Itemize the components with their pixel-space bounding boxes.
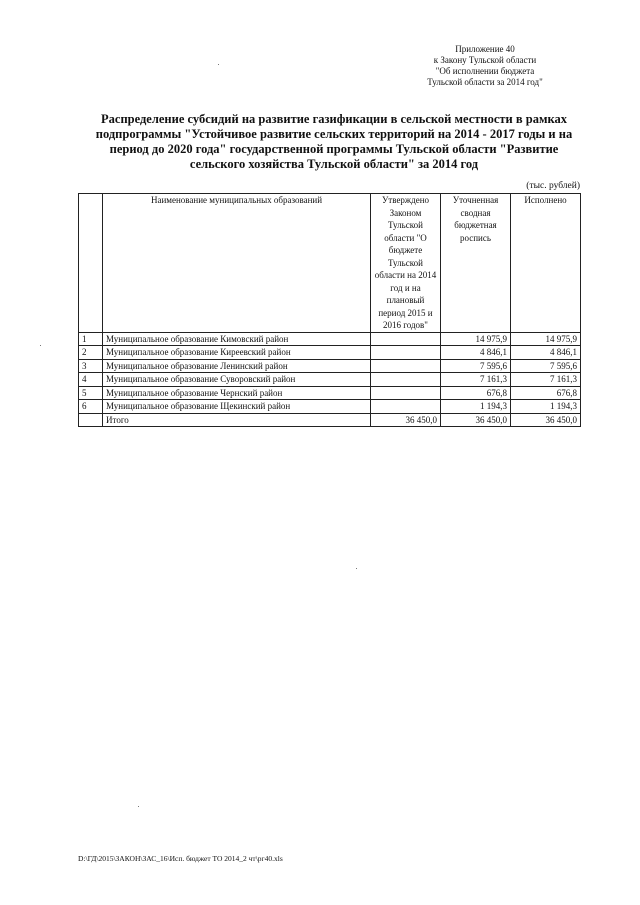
row-executed: 7 161,3 <box>511 373 581 387</box>
table-row <box>79 400 581 414</box>
row-name: Муниципальное образование Суворовский район <box>103 373 371 387</box>
title-line-3: период до 2020 года" государственной программы Тульской области "Развитие <box>109 142 559 156</box>
table-row <box>79 332 581 346</box>
table-body <box>79 332 581 413</box>
table-total-row <box>79 413 581 427</box>
scan-speck <box>138 806 139 807</box>
row-executed: 7 595,6 <box>511 359 581 373</box>
file-path-footer: D:\ГД\2015\ЗАКОН\ЗАС_16\Исп. бюджет ТО 2014_2 чт\рг40.xls <box>78 854 283 863</box>
row-name: Муниципальное образование Кимовский район <box>103 332 371 346</box>
appendix-law-title-cont: Тульской области за 2014 год" <box>427 77 543 87</box>
row-executed: 1 194,3 <box>511 400 581 414</box>
total-label: Итого <box>103 413 371 427</box>
row-approved <box>371 373 441 387</box>
total-executed: 36 450,0 <box>511 413 581 427</box>
row-index: 5 <box>79 386 103 400</box>
row-executed: 14 975,9 <box>511 332 581 346</box>
header-name: Наименование муниципальных образований <box>103 194 371 333</box>
unit-label: (тыс. рублей) <box>526 181 580 191</box>
appendix-number: Приложение 40 <box>455 44 515 54</box>
appendix-header <box>400 44 570 88</box>
table-header-row <box>79 194 581 333</box>
row-approved <box>371 386 441 400</box>
scan-speck <box>218 64 219 65</box>
row-approved <box>371 359 441 373</box>
table-row <box>79 359 581 373</box>
appendix-law: к Закону Тульской области <box>433 55 537 65</box>
row-name: Муниципальное образование Ленинский район <box>103 359 371 373</box>
row-index: 1 <box>79 332 103 346</box>
appendix-law-title: "Об исполнении бюджета <box>435 66 535 76</box>
table-row <box>79 373 581 387</box>
row-refined: 7 595,6 <box>441 359 511 373</box>
table-row <box>79 386 581 400</box>
header-refined: Уточненная сводная бюджетная роспись <box>441 194 511 333</box>
row-refined: 7 161,3 <box>441 373 511 387</box>
row-approved <box>371 346 441 360</box>
row-index: 6 <box>79 400 103 414</box>
row-index: 2 <box>79 346 103 360</box>
scan-speck <box>356 568 357 569</box>
row-executed: 4 846,1 <box>511 346 581 360</box>
title-line-4: сельского хозяйства Тульской области" за 2014 год <box>189 157 479 171</box>
total-approved: 36 450,0 <box>371 413 441 427</box>
row-executed: 676,8 <box>511 386 581 400</box>
row-index: 3 <box>79 359 103 373</box>
row-name: Муниципальное образование Щекинский район <box>103 400 371 414</box>
header-index <box>79 194 103 333</box>
row-name: Муниципальное образование Чернский район <box>103 386 371 400</box>
header-executed: Исполнено <box>511 194 581 333</box>
row-refined: 676,8 <box>441 386 511 400</box>
scan-speck <box>40 345 41 346</box>
table-row <box>79 346 581 360</box>
document-title <box>78 112 590 172</box>
row-index: 4 <box>79 373 103 387</box>
row-name: Муниципальное образование Киреевский район <box>103 346 371 360</box>
row-refined: 14 975,9 <box>441 332 511 346</box>
subsidy-table <box>78 193 581 427</box>
row-approved <box>371 400 441 414</box>
row-approved <box>371 332 441 346</box>
total-refined: 36 450,0 <box>441 413 511 427</box>
title-line-2: подпрограммы "Устойчивое развитие сельских территорий на 2014 - 2017 годы и на <box>95 127 573 141</box>
title-line-1: Распределение субсидий на развитие газификации в сельской местности в рамках <box>101 112 567 126</box>
total-index <box>79 413 103 427</box>
header-approved: Утверждено Законом Тульской области "О бюджете Тульской области на 2014 год и на плановый период 2015 и 2016 годов" <box>371 194 441 333</box>
row-refined: 4 846,1 <box>441 346 511 360</box>
row-refined: 1 194,3 <box>441 400 511 414</box>
